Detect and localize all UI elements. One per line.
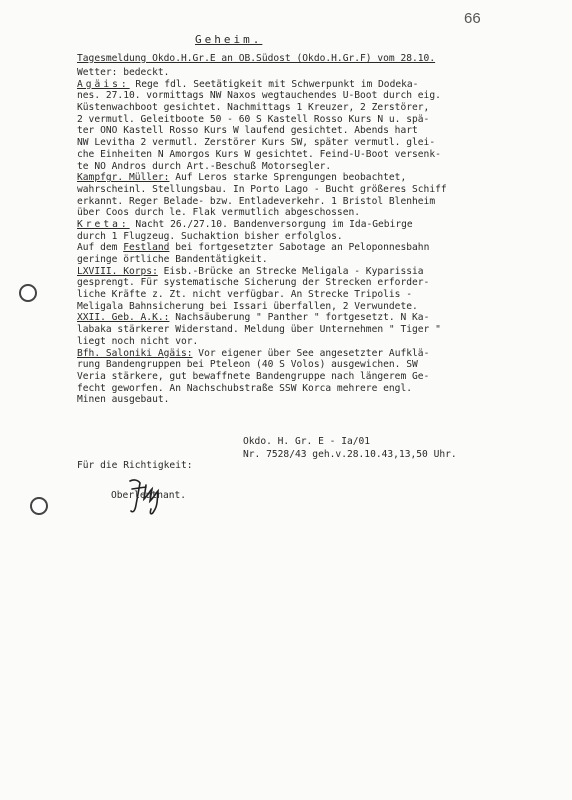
- report-line: durch 1 Flugzeug. Suchaktion bisher erfolglos.: [77, 230, 343, 242]
- report-line: wahrscheinl. Stellungsbau. In Porto Lago - Bucht größeres Schiff: [77, 183, 447, 195]
- section-heading: Kampfgr. Müller:: [77, 172, 170, 184]
- report-line: [77, 172, 547, 184]
- report-line: labaka stärkerer Widerstand. Meldung über Unternehmen " Tiger ": [77, 324, 441, 336]
- report-line: [77, 266, 547, 278]
- report-line: [77, 219, 547, 231]
- report-line: [77, 242, 547, 254]
- report-text: Rege fdl. Seetätigkeit mit Schwerpunkt im Dodeka-: [129, 78, 419, 90]
- report-line: [77, 348, 547, 360]
- report-line: Minen ausgebaut.: [77, 394, 170, 406]
- section-heading: Festland: [123, 242, 170, 254]
- page-number: 66: [464, 10, 481, 27]
- section-heading: XXII. Geb. A.K.:: [77, 312, 170, 324]
- report-body: [77, 67, 547, 406]
- sender-block: [243, 435, 457, 461]
- weather-line: Wetter: bedeckt.: [77, 67, 170, 78]
- sender-office: Okdo. H. Gr. E - Ia/01: [243, 436, 371, 447]
- report-line: über Coos durch le. Flak vermutlich abgeschossen.: [77, 207, 361, 219]
- report-line: fecht geworfen. An Nachschubstraße SSW Korca mehrere engl.: [77, 382, 413, 394]
- report-line: Veria stärkere, gut bewaffnete Bandengruppe nach längerem Ge-: [77, 370, 430, 382]
- section-heading: Kreta:: [77, 218, 130, 230]
- report-text: bei fortgesetzter Sabotage an Peloponnesbahn: [169, 242, 430, 254]
- report-line: gesprengt. Für systematische Sicherung der Strecken erforder-: [77, 277, 430, 289]
- report-line: Meligala Bahnsicherung bei Issari überfallen, 2 Verwundete.: [77, 300, 418, 312]
- certification-label: Für die Richtigkeit:: [77, 460, 193, 471]
- report-title: Tagesmeldung Okdo.H.Gr.E an OB.Südost (Okdo.H.Gr.F) vom 28.10.: [77, 53, 436, 64]
- report-text: Nacht 26./27.10. Bandenversorgung im Ida-Gebirge: [129, 218, 413, 230]
- report-text: Auf Leros starke Sprengungen beobachtet,: [169, 172, 407, 184]
- report-text: Auf dem: [77, 242, 124, 254]
- report-line: [77, 312, 547, 324]
- report-line: geringe örtliche Bandentätigkeit.: [77, 254, 268, 265]
- report-line: liche Kräfte z. Zt. nicht verfügbar. An Strecke Tripolis -: [77, 289, 413, 301]
- report-line: ter ONO Kastell Rosso Kurs W laufend gesichtet. Abends hart: [77, 125, 418, 137]
- signer-rank: Oberleutnant.: [111, 490, 187, 501]
- report-line: NW Levitha 2 vermutl. Zerstörer Kurs SW, später vermutl. glei-: [77, 137, 436, 149]
- report-text: Vor eigener über See angesetzter Aufklä-: [192, 347, 430, 359]
- section-heading: LXVIII. Korps:: [77, 265, 158, 277]
- report-text: Eisb.-Brücke an Strecke Meligala - Kyparissia: [157, 265, 424, 277]
- sender-reference: Nr. 7528/43 geh.v.28.10.43,13,50 Uhr.: [243, 449, 457, 460]
- report-line: che Einheiten N Amorgos Kurs W gesichtet. Feind-U-Boot versenk-: [77, 148, 441, 160]
- punch-hole: [30, 497, 48, 515]
- report-line: te NO Andros durch Art.-Beschuß Motorsegler.: [77, 160, 332, 172]
- report-line: 2 vermutl. Geleitboote 50 - 60 S Kastell Rosso Kurs N u. spä-: [77, 113, 430, 125]
- report-text: Nachsäuberung " Panther " fortgesetzt. N Ka-: [169, 312, 430, 324]
- report-line: nes. 27.10. vormittags NW Naxos wegtauchendes U-Boot durch eig.: [77, 90, 441, 102]
- section-heading: Ägäis:: [77, 78, 130, 90]
- report-line: rung Bandengruppen bei Pteleon (40 S Volos) ausgewichen. SW: [77, 359, 418, 371]
- punch-hole: [19, 284, 37, 302]
- report-line: erkannt. Reger Belade- bzw. Entladeverkehr. 1 Bristol Blenheim: [77, 195, 436, 207]
- report-line: [77, 79, 547, 91]
- report-line: liegt noch nicht vor.: [77, 335, 199, 347]
- section-heading: Bfh. Saloniki Ägäis:: [77, 347, 193, 359]
- report-line: Küstenwachboot gesichtet. Nachmittags 1 Kreuzer, 2 Zerstörer,: [77, 102, 430, 114]
- classification-heading: Geheim.: [195, 33, 263, 46]
